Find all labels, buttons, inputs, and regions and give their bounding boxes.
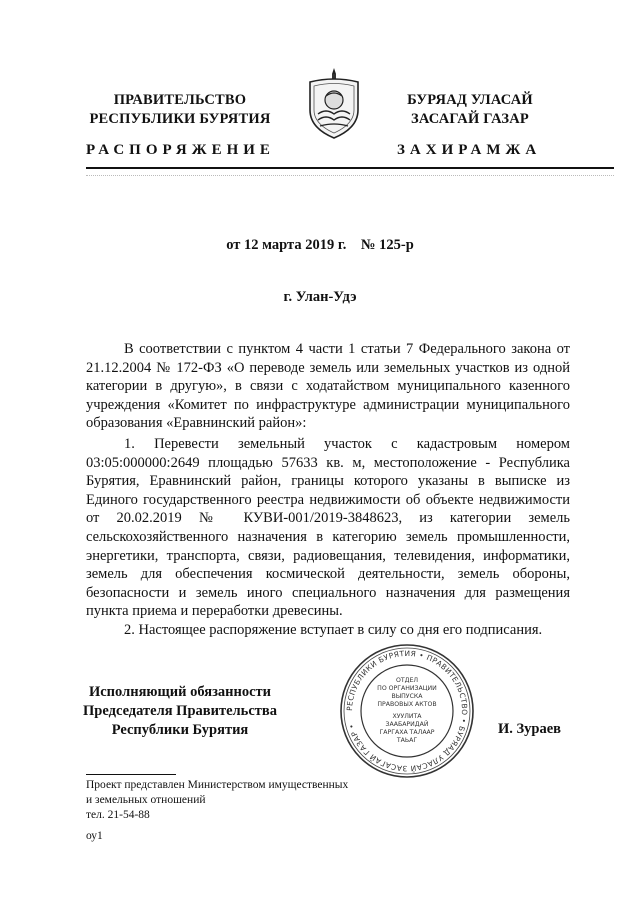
official-stamp (338, 642, 476, 780)
signatory-title-line3: Республики Бурятия (111, 722, 249, 738)
doc-type-left: РАСПОРЯЖЕНИЕ (86, 142, 275, 158)
stamp-line3: ВЫПУСКА (391, 693, 423, 700)
footer-line3: тел. 21-54-88 (86, 809, 150, 821)
signatory-title-line1: Исполняющий обязанности (88, 684, 272, 700)
header-left (80, 91, 280, 129)
stamp-line7: ГАРГАХА ТАЛААР (379, 729, 435, 736)
footer-line1: Проект представлен Министерством имущественных (86, 779, 349, 791)
stamp-line8: ТАЬАГ (396, 737, 418, 744)
footer-line2: и земельных отношений (86, 794, 206, 806)
signatory-title-line2: Председателя Правительства (83, 703, 277, 719)
header-left-line2: РЕСПУБЛИКИ БУРЯТИЯ (89, 111, 271, 127)
footer-rule (86, 774, 176, 775)
date-number: от 12 марта 2019 г. № 125-р (226, 237, 414, 253)
coat-of-arms-icon (302, 66, 366, 140)
header-right (370, 91, 570, 129)
stamp-line5: ХУУЛИТА (392, 713, 422, 720)
stamp-ring-text: РЕСПУБЛИКИ БУРЯТИЯ • ПРАВИТЕЛЬСТВО • БУРЯАД УЛАСАЙ ЗАСАГАЙ ГАЗАР • (344, 648, 470, 774)
header-right-line2: ЗАСАГАЙ ГАЗАР (411, 111, 529, 127)
stamp-line6: ЗААБАРИДАЙ (385, 721, 429, 728)
header-rule (86, 167, 614, 169)
svg-text:РЕСПУБЛИКИ БУРЯТИЯ • ПРАВИТЕЛЬ (345, 649, 469, 773)
item-2-paragraph: 2. Настоящее распоряжение вступает в силу со дня его подписания. (124, 622, 543, 638)
signatory-title (80, 683, 280, 740)
item-1-paragraph: 1. Перевести земельный участок с кадастровым номером 03:05:000000:2649 площадью 57633 кв. м, местоположение - Республика Бурятия, Еравнинский район, границы которого указаны в выписке из Единого государственного реестра недвижимости об объекте недвижимости от 20.02.2019 № КУВИ-001/2019-3848623, из категории земель сельскохозяйственного назначения в категорию земель промышленности, энергетики, транспорта, связи, радиовещания, телевидения, информатики, земель для обеспечения космической деятельности, земель обороны, безопасности и земель иного специального назначения для размещения пункта приема и переработки древесины. (86, 436, 570, 620)
stamp-line4: ПРАВОВЫХ АКТОВ (377, 701, 437, 708)
stamp-line1: ОТДЕЛ (395, 677, 419, 684)
header-dotted-rule (86, 175, 614, 177)
stamp-line2: ПО ОРГАНИЗАЦИИ (377, 685, 437, 692)
intro-paragraph: В соответствии с пунктом 4 части 1 статьи 7 Федерального закона от 21.12.2004 № 172-ФЗ «О переводе земель или земельных участков из одной категории в другую», в связи с ходатайством муниципального казенного учреждения «Комитет по инфраструктуре администрации муниципального образования «Еравнинский район»: (86, 341, 570, 432)
footer-line4: оу1 (86, 830, 103, 842)
header-left-line1: ПРАВИТЕЛЬСТВО (113, 92, 247, 108)
city: г. Улан-Удэ (283, 289, 357, 305)
doc-type-right: ЗАХИРАМЖА (397, 142, 542, 158)
footer (86, 778, 406, 844)
signatory-name: И. Зураев (498, 721, 562, 737)
header-right-line1: БУРЯАД УЛАСАЙ (407, 92, 533, 108)
